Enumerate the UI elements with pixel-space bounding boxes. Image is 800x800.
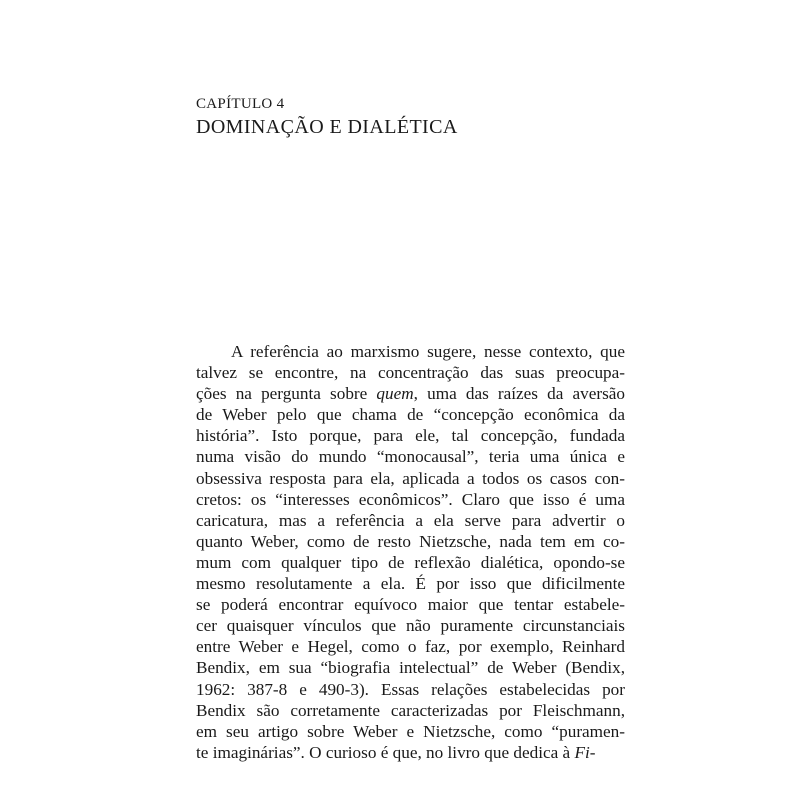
text-line-part: ções na pergunta sobre [196, 384, 368, 404]
text-line: cretos: os “interesses econômicos”. Claro que isso é uma [196, 489, 625, 509]
text-line: quanto Weber, como de resto Nietzsche, nada tem em co- [196, 531, 625, 551]
text-line: cer quaisquer vínculos que não puramente circunstanciais [196, 616, 625, 636]
chapter-title: DOMINAÇÃO E DIALÉTICA [196, 116, 458, 138]
emphasis-word: Fi- [574, 742, 596, 762]
text-line [196, 383, 625, 404]
text-line: talvez se encontre, na concentração das suas preocupa- [196, 363, 625, 383]
body-paragraph [196, 341, 625, 763]
text-line: em seu artigo sobre Weber e Nietzsche, como “puramen- [196, 721, 625, 741]
chapter-number: CAPÍTULO 4 [196, 96, 285, 112]
text-line: caricatura, mas a referência a ela serve para advertir o [196, 510, 625, 530]
text-line: numa visão do mundo “monocausal”, teria uma única e [196, 447, 625, 467]
text-line: Bendix, em sua “biografia intelectual” de Weber (Bendix, [196, 658, 625, 678]
text-line [196, 742, 625, 763]
emphasis-word: quem [376, 384, 414, 404]
text-line: obsessiva resposta para ela, aplicada a todos os casos con- [196, 468, 625, 488]
text-line: entre Weber e Hegel, como o faz, por exemplo, Reinhard [196, 637, 625, 657]
text-line-part: , uma das raízes da aversão [413, 384, 625, 404]
text-line: mum com qualquer tipo de reflexão dialética, opondo-se [196, 552, 625, 572]
text-line: A referência ao marxismo sugere, nesse contexto, que [231, 342, 625, 361]
text-line: mesmo resolutamente a ela. É por isso que dificilmente [196, 574, 625, 594]
text-line: 1962: 387-8 e 490-3). Essas relações estabelecidas por [196, 679, 625, 699]
text-line-part: te imaginárias”. O curioso é que, no livro que dedica à [196, 742, 571, 762]
text-line: Bendix são corretamente caracterizadas por Fleischmann, [196, 700, 625, 720]
text-line: história”. Isto porque, para ele, tal concepção, fundada [196, 426, 625, 446]
text-line: de Weber pelo que chama de “concepção econômica da [196, 405, 625, 425]
text-line: se poderá encontrar equívoco maior que tentar estabele- [196, 595, 625, 615]
